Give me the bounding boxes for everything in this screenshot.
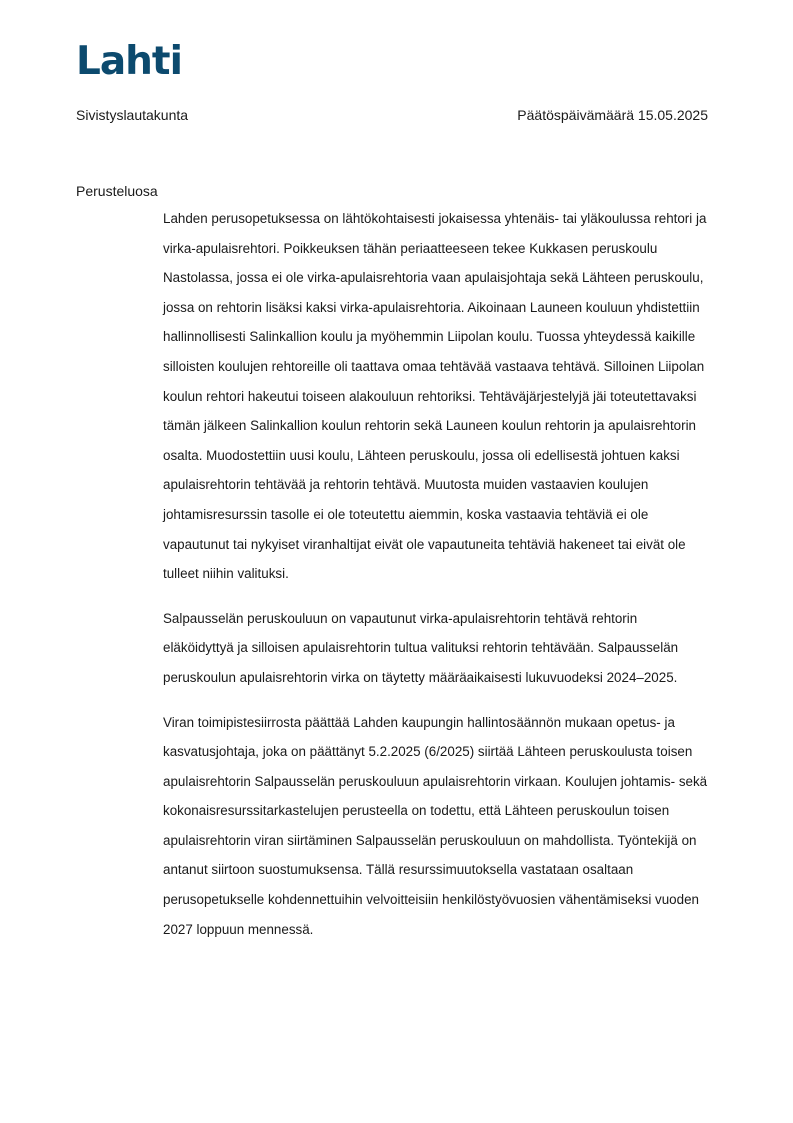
paragraph: Lahden perusopetuksessa on lähtökohtaisesti jokaisessa yhtenäis- tai yläkoulussa rehtori ja virka-apulaisrehtori. Poikkeuksen tähän periaatteeseen tekee Kukkasen peruskoulu Nastolassa, jossa ei ole virka-apulaisrehtoria vaan apulaisjohtaja sekä Lähteen peruskoulu, jossa on rehtorin lisäksi kaksi virka-apulaisrehtoria. Aikoinaan Launeen kouluun yhdistettiin hallinnollisesti Salinkallion koulu ja myöhemmin Liipolan koulu. Tuossa yhteydessä kaikille silloisten koulujen rehtoreille oli taattava omaa tehtävää vastaava tehtävä. Silloinen Liipolan koulun rehtori hakeutui toiseen alakouluun rehtoriksi. Tehtäväjärjestelyjä jäi toteutettavaksi tämän jälkeen Salinkallion koulun rehtorin sekä Launeen koulun rehtorin ja apulaisrehtorin osalta. Muodostettiin uusi koulu, Lähteen peruskoulu, jossa oli edellisestä johtuen kaksi apulaisrehtorin tehtävää ja rehtorin tehtävä. Muutosta muiden vastaavien koulujen johtamisresurssin tasolle ei ole toteutettu aiemmin, koska vastaavia tehtäviä ei ole vapautunut tai nykyiset viranhaltijat eivät ole vapautuneita tehtäviä hakeneet tai eivät ole tulleet niihin valituksi. xyxy=(163,211,707,582)
lahti-logo xyxy=(76,39,182,84)
section-title: Perusteluosa xyxy=(76,183,158,199)
logo-text: Lahti xyxy=(76,39,182,84)
paragraph: Viran toimipistesiirrosta päättää Lahden kaupungin hallintosäännön mukaan opetus- ja kasvatusjohtaja, joka on päättänyt 5.2.2025 (6/2025) siirtää Lähteen peruskoulusta toisen apulaisrehtorin Salpausselän peruskouluun apulaisrehtorin virkaan. Koulujen johtamis- sekä kokonaisresurssitarkastelujen perusteella on todettu, että Lähteen peruskoulun toisen apulaisrehtorin viran siirtäminen Salpausselän peruskouluun on mahdollista. Työntekijä on antanut siirtoon suostumuksensa. Tällä resurssimuutoksella vastataan osaltaan perusopetukselle kohdennettuihin velvoitteisiin henkilöstyövuosien vähentämiseksi vuoden 2027 loppuun mennessä. xyxy=(163,714,708,937)
section-body xyxy=(163,204,708,959)
organization-name: Sivistyslautakunta xyxy=(76,107,189,123)
decision-date: Päätöspäivämäärä 15.05.2025 xyxy=(517,107,708,123)
paragraph: Salpausselän peruskouluun on vapautunut virka-apulaisrehtorin tehtävä rehtorin eläköidyttyä ja silloisen apulaisrehtorin tultua valituksi rehtorin tehtävään. Salpausselän peruskoulun apulaisrehtorin virka on täytetty määräaikaisesti lukuvuodeksi 2024–2025. xyxy=(163,610,679,685)
